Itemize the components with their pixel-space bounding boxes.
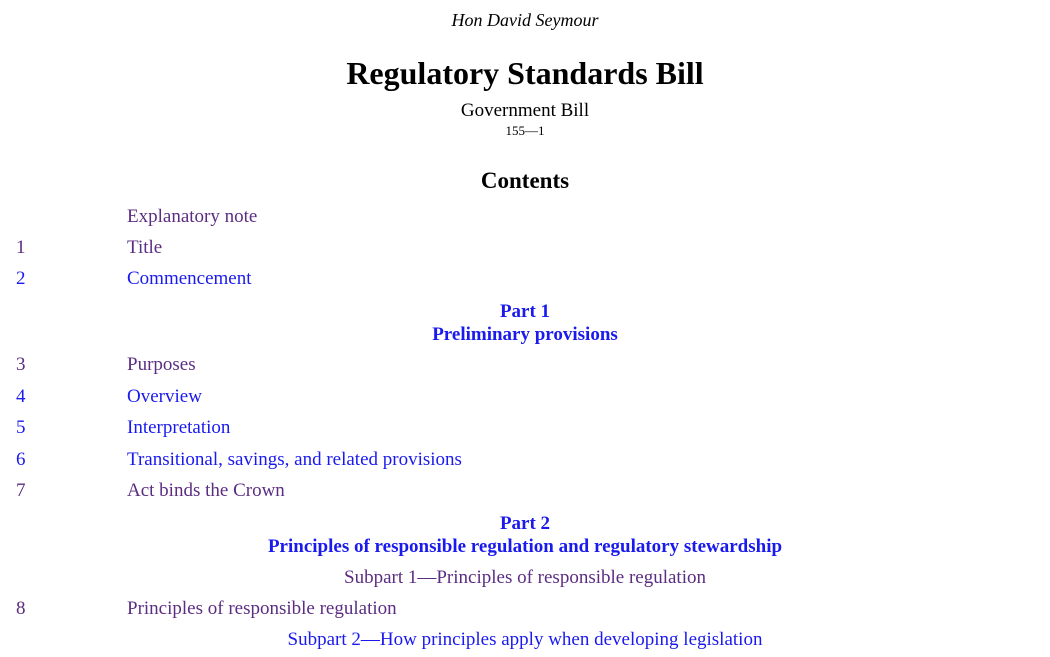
contents-heading: Contents [480, 168, 570, 193]
toc-item-number[interactable]: 7 [16, 480, 26, 501]
toc-item-interpretation[interactable]: Interpretation [127, 417, 231, 438]
sponsor-name: Hon David Seymour [451, 10, 599, 30]
toc-item-number[interactable]: 2 [16, 268, 26, 289]
part-2-title[interactable]: Principles of responsible regulation and regulatory stewardship [267, 536, 783, 557]
toc-item-number[interactable]: 4 [16, 386, 26, 407]
toc-item-number[interactable]: 3 [16, 354, 26, 375]
subpart-1-heading[interactable]: Subpart 1—Principles of responsible regulation [344, 567, 706, 588]
toc-item-number[interactable]: 8 [16, 598, 26, 619]
toc-item-principles[interactable]: Principles of responsible regulation [127, 598, 397, 619]
toc-item-number[interactable]: 6 [16, 449, 26, 470]
part-1-number[interactable]: Part 1 [499, 301, 551, 322]
bill-number: 155—1 [505, 123, 545, 138]
toc-item-number[interactable]: 1 [16, 237, 26, 258]
toc-item-title[interactable]: Title [127, 237, 163, 258]
subpart-2-heading[interactable]: Subpart 2—How principles apply when developing legislation [287, 629, 763, 650]
toc-item-transitional-provisions[interactable]: Transitional, savings, and related provisions [127, 449, 462, 470]
toc-item-overview[interactable]: Overview [127, 386, 202, 407]
toc-item-purposes[interactable]: Purposes [127, 354, 196, 375]
bill-type: Government Bill [460, 100, 590, 121]
toc-item-explanatory-note[interactable]: Explanatory note [127, 206, 258, 227]
toc-item-act-binds-crown[interactable]: Act binds the Crown [127, 480, 285, 501]
bill-title: Regulatory Standards Bill [346, 55, 704, 91]
toc-item-number[interactable]: 5 [16, 417, 26, 438]
part-1-title[interactable]: Preliminary provisions [432, 324, 618, 345]
part-2-number[interactable]: Part 2 [499, 513, 551, 534]
toc-item-commencement[interactable]: Commencement [127, 268, 252, 289]
